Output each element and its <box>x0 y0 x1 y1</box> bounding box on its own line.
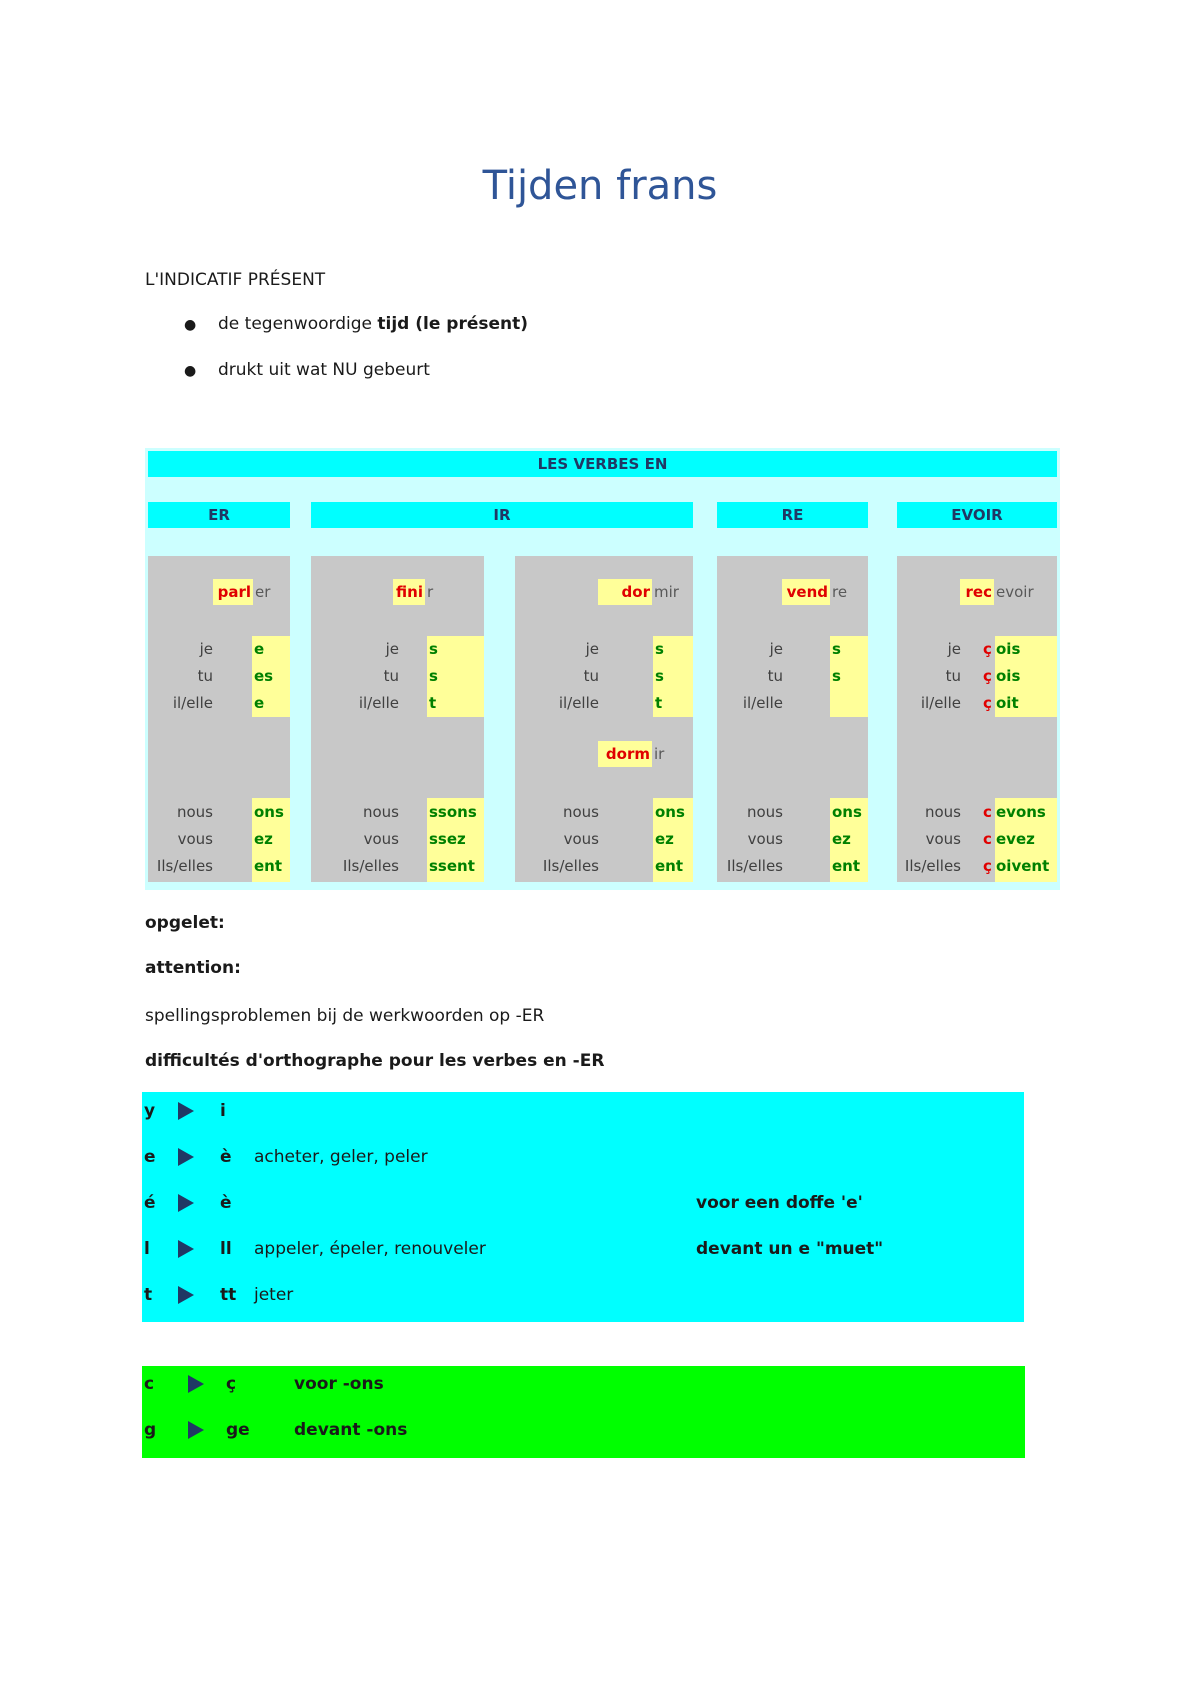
verb-column-vendre <box>717 556 868 882</box>
ending: s <box>655 667 664 685</box>
rule-from: t <box>144 1285 153 1305</box>
cedilla-rules-box <box>142 1366 1025 1458</box>
rule-to: tt <box>220 1285 237 1305</box>
verb-suffix: er <box>255 583 271 601</box>
ending: evez <box>996 830 1035 848</box>
ending: ons <box>655 803 685 821</box>
ending: ent <box>254 857 283 875</box>
group-re: RE <box>717 502 868 528</box>
ending-prefix: ç <box>983 694 992 712</box>
group-evoir: EVOIR <box>897 502 1057 528</box>
ending: e <box>254 640 265 658</box>
pronoun: je <box>947 640 961 658</box>
ending: s <box>655 640 664 658</box>
bullet-dot-icon: ● <box>184 317 197 333</box>
verb-column-recevoir <box>897 556 1057 882</box>
ending: e <box>254 694 265 712</box>
ending-prefix: c <box>983 830 992 848</box>
rule-note: devant -ons <box>294 1420 408 1440</box>
arrow-right-icon <box>178 1102 194 1120</box>
arrow-right-icon <box>178 1286 194 1304</box>
list-item <box>184 360 784 380</box>
ending: oit <box>996 694 1019 712</box>
ending: ent <box>655 857 684 875</box>
ending: t <box>429 694 437 712</box>
pronoun: je <box>199 640 213 658</box>
page-title: Tijden frans <box>482 163 718 209</box>
ending: ons <box>254 803 284 821</box>
pronoun: tu <box>945 667 961 685</box>
group-er: ER <box>148 502 290 528</box>
ending: s <box>429 640 438 658</box>
pronoun: vous <box>747 830 783 848</box>
table-row <box>142 1097 1024 1143</box>
rule-from: é <box>144 1193 156 1213</box>
table-row <box>142 1143 1024 1189</box>
rule-to: i <box>220 1101 226 1121</box>
pronoun: vous <box>925 830 961 848</box>
pronoun: nous <box>924 803 961 821</box>
pronoun: Ils/elles <box>156 857 213 875</box>
pronoun: Ils/elles <box>726 857 783 875</box>
ending: ssons <box>429 803 477 821</box>
ending: ez <box>832 830 851 848</box>
rule-to: ge <box>226 1420 250 1440</box>
pronoun: Ils/elles <box>904 857 961 875</box>
arrow-right-icon <box>188 1375 204 1393</box>
verb-column-parler <box>148 556 290 882</box>
ending: ent <box>832 857 861 875</box>
verb-column-finir <box>311 556 484 882</box>
verb-stem: rec <box>960 579 994 605</box>
note-opgelet: opgelet: <box>145 913 225 933</box>
rule-from: l <box>144 1239 150 1259</box>
pronoun: il/elle <box>558 694 599 712</box>
ending: s <box>832 667 841 685</box>
bullet-text-bold: tijd (le présent) <box>377 314 529 334</box>
pronoun: tu <box>197 667 213 685</box>
verb-suffix: re <box>832 583 848 601</box>
rule-from: e <box>144 1147 156 1167</box>
rule-examples: jeter <box>254 1285 294 1305</box>
arrow-right-icon <box>188 1421 204 1439</box>
pronoun: nous <box>176 803 213 821</box>
pronoun: je <box>385 640 399 658</box>
verb-stem: parl <box>213 579 253 605</box>
rule-to: ll <box>220 1239 232 1259</box>
rule-from: g <box>144 1420 157 1440</box>
spelling-rules-box <box>142 1092 1024 1322</box>
verb-suffix: r <box>427 583 434 601</box>
pronoun: il/elle <box>920 694 961 712</box>
table-row <box>142 1281 1024 1327</box>
pronoun: nous <box>362 803 399 821</box>
ending: ois <box>996 640 1021 658</box>
rule-note: voor een doffe 'e' <box>696 1193 863 1213</box>
verb-suffix-plural: ir <box>654 745 665 763</box>
pronoun: vous <box>177 830 213 848</box>
pronoun: Ils/elles <box>542 857 599 875</box>
bullet-dot-icon: ● <box>184 363 197 379</box>
pronoun: tu <box>767 667 783 685</box>
bullet-text: drukt uit wat NU gebeurt <box>218 360 430 380</box>
pronoun: Ils/elles <box>342 857 399 875</box>
pronoun: nous <box>562 803 599 821</box>
pronoun: tu <box>383 667 399 685</box>
ending: t <box>655 694 663 712</box>
pronoun: nous <box>746 803 783 821</box>
verb-stem-plural: dorm <box>598 741 652 767</box>
pronoun: je <box>585 640 599 658</box>
note-french: difficultés d'orthographe pour les verbes en -ER <box>145 1051 605 1071</box>
arrow-right-icon <box>178 1148 194 1166</box>
verb-stem: fini <box>393 579 425 605</box>
ending-prefix: ç <box>983 667 992 685</box>
pronoun: vous <box>563 830 599 848</box>
table-row <box>142 1189 1024 1235</box>
ending: ssez <box>429 830 466 848</box>
pronoun: tu <box>583 667 599 685</box>
arrow-right-icon <box>178 1194 194 1212</box>
ending: ois <box>996 667 1021 685</box>
rule-from: c <box>144 1374 155 1394</box>
pronoun: je <box>769 640 783 658</box>
verb-stem: dor <box>598 579 652 605</box>
rule-note: voor -ons <box>294 1374 384 1394</box>
table-row <box>142 1416 1025 1460</box>
pronoun: il/elle <box>742 694 783 712</box>
note-attention: attention: <box>145 958 241 978</box>
pronoun: vous <box>363 830 399 848</box>
conjugation-table <box>145 448 1060 890</box>
table-row <box>142 1370 1025 1414</box>
ending: ez <box>254 830 273 848</box>
section-heading: L'INDICATIF PRÉSENT <box>145 270 326 290</box>
pronoun: il/elle <box>358 694 399 712</box>
rule-to: ç <box>226 1374 237 1394</box>
ending: s <box>832 640 841 658</box>
ending: es <box>254 667 274 685</box>
list-item <box>184 314 784 334</box>
table-row <box>142 1235 1024 1281</box>
ending-prefix: c <box>983 803 992 821</box>
group-ir: IR <box>311 502 693 528</box>
verb-suffix: evoir <box>996 583 1034 601</box>
rule-to: è <box>220 1193 232 1213</box>
ending-prefix: ç <box>983 640 992 658</box>
rule-examples: appeler, épeler, renouveler <box>254 1239 486 1259</box>
bullet-text: de tegenwoordige <box>218 314 378 334</box>
verb-suffix: mir <box>654 583 679 601</box>
ending: s <box>429 667 438 685</box>
rule-note: devant un e "muet" <box>696 1239 884 1259</box>
ending: evons <box>996 803 1046 821</box>
ending: oivent <box>996 857 1050 875</box>
ending: ons <box>832 803 862 821</box>
rule-to: è <box>220 1147 232 1167</box>
ending: ssent <box>429 857 475 875</box>
verb-stem: vend <box>782 579 830 605</box>
pronoun: il/elle <box>172 694 213 712</box>
note-dutch: spellingsproblemen bij de werkwoorden op -ER <box>145 1006 545 1026</box>
ending-prefix: ç <box>983 857 992 875</box>
rule-examples: acheter, geler, peler <box>254 1147 428 1167</box>
ending: ez <box>655 830 674 848</box>
rule-from: y <box>144 1101 156 1121</box>
table-header: LES VERBES EN <box>148 451 1057 477</box>
verb-column-dormir <box>515 556 693 882</box>
arrow-right-icon <box>178 1240 194 1258</box>
